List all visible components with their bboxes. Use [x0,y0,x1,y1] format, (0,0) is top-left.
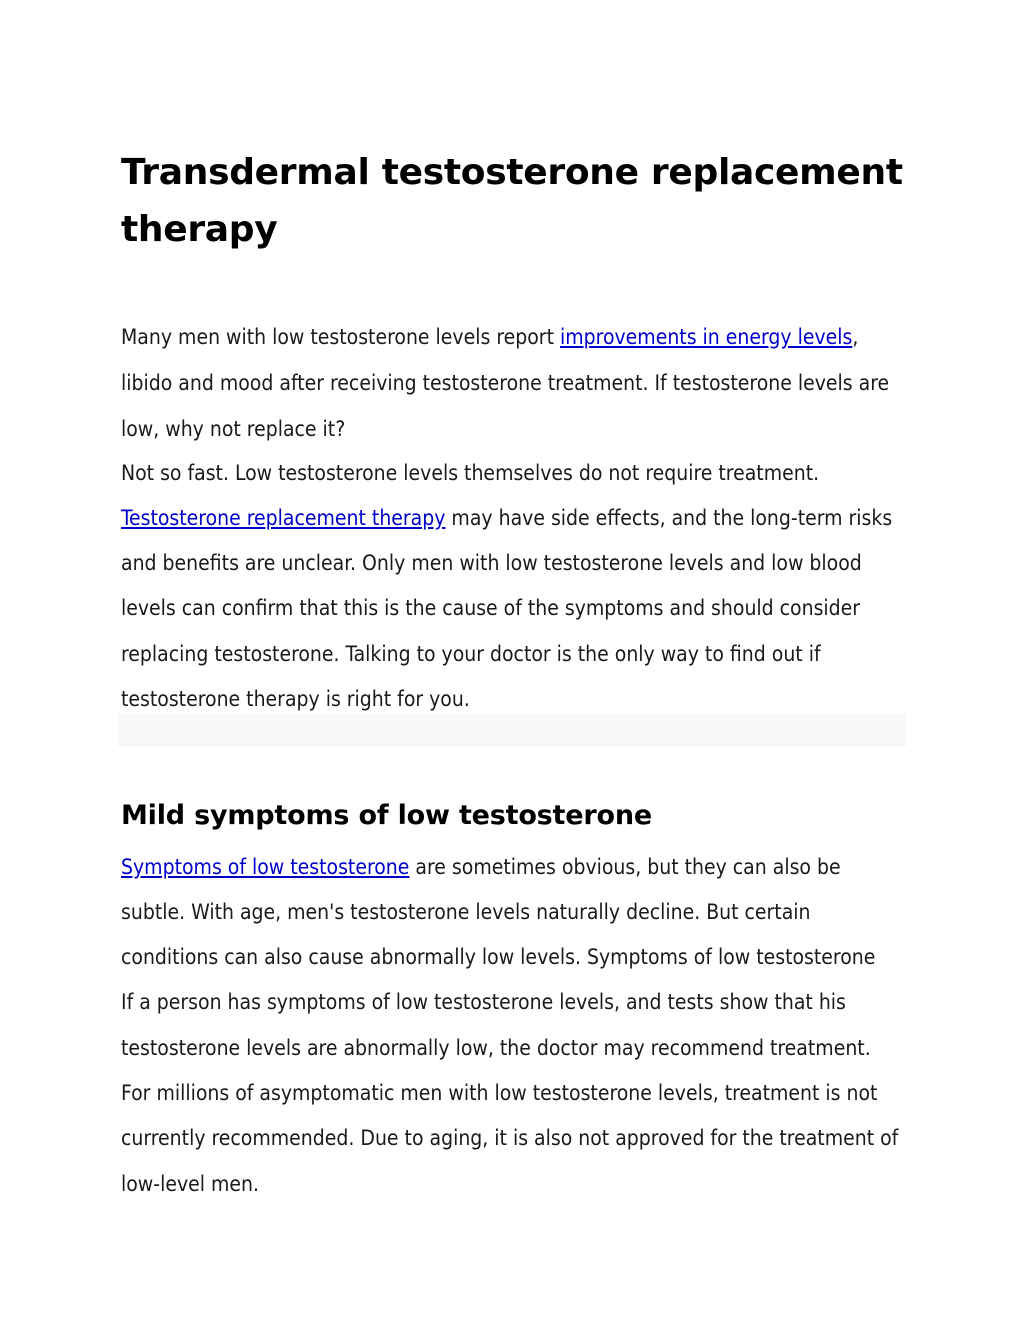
improvements-in-energy-levels-link[interactable]: improvements in energy levels [559,325,853,349]
shaded-divider-band [118,714,906,747]
section-heading: Mild symptoms of low testosterone [121,800,652,831]
text-run: , [852,325,859,349]
testosterone-replacement-therapy-link[interactable]: Testosterone replacement therapy [121,506,446,530]
paragraph-line: libido and mood after receiving testosterone treatment. If testosterone levels are [121,371,890,395]
paragraph-line [121,852,841,882]
paragraph-line: currently recommended. Due to aging, it is also not approved for the treatment of [121,1126,899,1150]
symptoms-of-low-testosterone-link[interactable]: Symptoms of low testosterone [121,855,410,879]
paragraph-line: conditions can also cause abnormally low levels. Symptoms of low testosterone [121,945,876,969]
paragraph-line: If a person has symptoms of low testosterone levels, and tests show that his [121,990,846,1014]
paragraph-line: For millions of asymptomatic men with low testosterone levels, treatment is not [121,1081,878,1105]
paragraph-line: testosterone levels are abnormally low, the doctor may recommend treatment. [121,1036,871,1060]
paragraph-line [121,322,858,352]
paragraph-line: and benefits are unclear. Only men with low testosterone levels and low blood [121,551,862,575]
paragraph-line: low-level men. [121,1172,260,1196]
paragraph-line: Not so fast. Low testosterone levels themselves do not require treatment. [121,461,820,485]
paragraph-line: levels can confirm that this is the cause of the symptoms and should consider [121,596,861,620]
paragraph-line: testosterone therapy is right for you. [121,687,470,711]
paragraph-line: replacing testosterone. Talking to your doctor is the only way to find out if [121,642,821,666]
paragraph-line: low, why not replace it? [121,417,346,441]
paragraph-line [121,503,892,533]
text-run: may have side effects, and the long-term risks [445,506,893,530]
paragraph-line: subtle. With age, men's testosterone levels naturally decline. But certain [121,900,811,924]
text-run: Many men with low testosterone levels report [121,325,560,349]
text-run: are sometimes obvious, but they can also be [409,855,841,879]
page-title: Transdermal testosterone replacement therapy [121,152,903,250]
